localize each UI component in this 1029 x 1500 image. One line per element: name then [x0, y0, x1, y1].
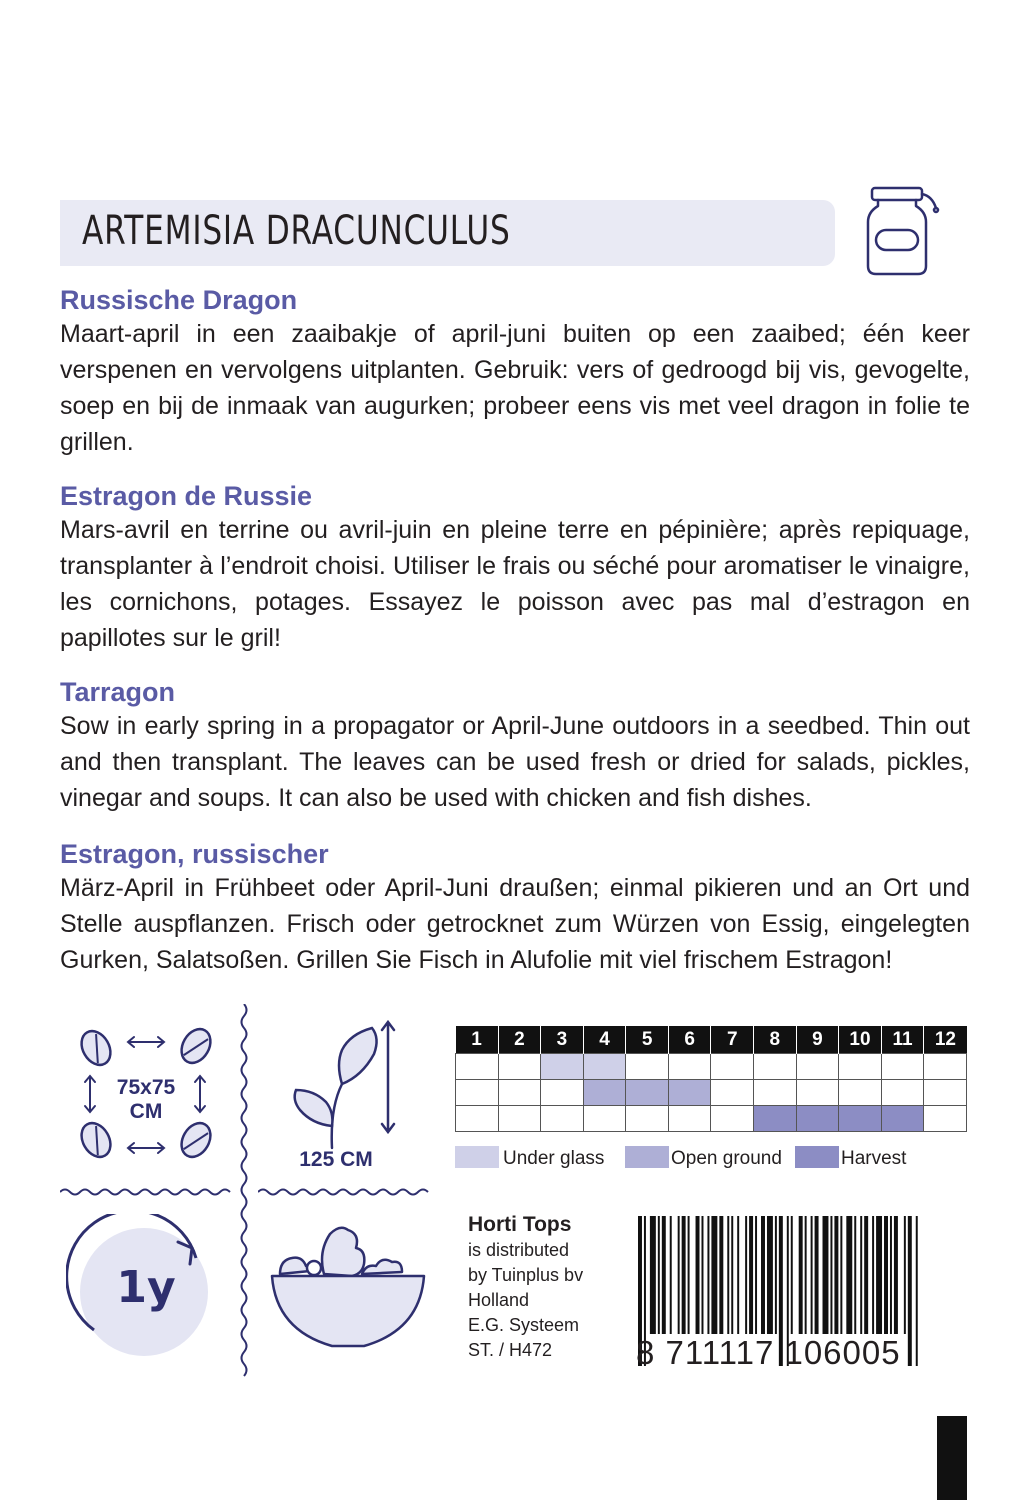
- sowing-calendar: [455, 1026, 967, 1132]
- calendar-cell: [711, 1080, 754, 1106]
- calendar-cell: [626, 1106, 669, 1132]
- section-heading: Estragon, russischer: [60, 839, 329, 869]
- barcode-bar: [719, 1216, 723, 1334]
- wavy-divider-horizontal: [60, 1186, 232, 1198]
- barcode-bar: [830, 1216, 832, 1334]
- barcode-bar: [727, 1216, 729, 1334]
- month-label: 8: [754, 1026, 797, 1054]
- month-label: 4: [583, 1026, 626, 1054]
- spacing-label: [100, 1076, 192, 1124]
- barcode-bar: [854, 1216, 856, 1334]
- barcode-bar: [696, 1216, 700, 1334]
- calendar-cell: [541, 1080, 584, 1106]
- barcode-bar: [707, 1216, 709, 1334]
- calendar-cell: [839, 1080, 882, 1106]
- month-label: 3: [541, 1026, 584, 1054]
- barcode-bar: [799, 1216, 803, 1334]
- barcode-bar: [904, 1216, 906, 1334]
- section-english: [60, 676, 970, 816]
- calendar-cell: [583, 1054, 626, 1080]
- month-label: 12: [924, 1026, 967, 1054]
- section-text: Maart-april in een zaaibakje of april-juni buiten op een zaaibed; één keer verspenen en vervolgens uitplanten. Gebruik: vers of gedroogd bij vis, gevogelte, soep en bij de inmaak van augurken; probeer eens vis met veel dragon in folie te grillen.: [60, 320, 970, 456]
- legend-label-open-ground: Open ground: [671, 1148, 782, 1169]
- wavy-divider-horizontal: [258, 1186, 434, 1198]
- barcode-bar: [662, 1216, 666, 1334]
- barcode-bar: [767, 1216, 773, 1334]
- barcode-bar: [890, 1216, 892, 1334]
- legend-swatch-under-glass: [455, 1146, 499, 1168]
- jar-icon: [858, 184, 944, 278]
- section-heading: Russische Dragon: [60, 285, 298, 315]
- section-text: März-April in Frühbeet oder April-Juni draußen; einmal pikieren und an Ort und Stelle auspflanzen. Frisch oder getrocknet zum Würzen von Essig, eingelegten Gurken, Salatsoßen. Grillen Sie Fisch in Alufolie mit viel frischem Estragon!: [60, 874, 970, 974]
- calendar-cell: [498, 1080, 541, 1106]
- calendar-cell: [668, 1080, 711, 1106]
- barcode-bar: [749, 1216, 753, 1334]
- calendar-cell: [796, 1080, 839, 1106]
- title-band: [60, 200, 835, 266]
- calendar-cell: [456, 1106, 499, 1132]
- calendar-row: [456, 1080, 967, 1106]
- barcode-bar: [884, 1216, 888, 1334]
- calendar-cell: [626, 1080, 669, 1106]
- latin-name-title: ARTEMISIA DRACUNCULUS: [82, 208, 511, 254]
- plant-height-icon: [272, 1018, 422, 1152]
- section-french: [60, 480, 970, 656]
- barcode-digits: 8 711117 106005: [636, 1334, 901, 1371]
- month-label: 11: [881, 1026, 924, 1054]
- month-label: 1: [456, 1026, 499, 1054]
- brand-name: Horti Tops: [468, 1213, 572, 1236]
- calendar-cell: [498, 1106, 541, 1132]
- barcode-bar: [682, 1216, 686, 1334]
- wavy-divider-vertical: [236, 1004, 252, 1382]
- edge-mark: [937, 1416, 967, 1500]
- section-heading: Estragon de Russie: [60, 481, 313, 511]
- calendar-cell: [881, 1080, 924, 1106]
- barcode-bar: [745, 1216, 747, 1334]
- section-text: Sow in early spring in a propagator or April-June outdoors in a seedbed. Thin out and then transplant. The leaves can be used fresh or dried for salads, pickles, vinegar and soups. It can also be used with chicken and fish dishes.: [60, 712, 970, 812]
- distributor-info: [468, 1212, 583, 1363]
- calendar-cell: [839, 1106, 882, 1132]
- calendar-cell: [626, 1054, 669, 1080]
- calendar-cell: [583, 1080, 626, 1106]
- barcode-bar: [805, 1216, 807, 1334]
- calendar-cell: [754, 1106, 797, 1132]
- calendar-cell: [924, 1106, 967, 1132]
- month-label: 7: [711, 1026, 754, 1054]
- distributor-line: is distributed: [468, 1240, 570, 1260]
- calendar-cell: [711, 1106, 754, 1132]
- calendar-cell: [541, 1054, 584, 1080]
- distributor-line: Holland: [468, 1290, 530, 1310]
- calendar-cell: [711, 1054, 754, 1080]
- calendar-cell: [541, 1106, 584, 1132]
- height-label: 125 CM: [299, 1148, 373, 1171]
- barcode-bar: [761, 1216, 765, 1334]
- calendar-cell: [839, 1054, 882, 1080]
- legend-label-under-glass: Under glass: [503, 1148, 605, 1169]
- calendar-cell: [668, 1054, 711, 1080]
- distributor-line: by Tuinplus bv: [468, 1265, 584, 1285]
- barcode-bar: [711, 1216, 717, 1334]
- calendar-cell: [754, 1080, 797, 1106]
- barcode-bar: [775, 1216, 777, 1334]
- barcode-bar: [791, 1216, 793, 1334]
- section-heading: Tarragon: [60, 677, 176, 707]
- barcode-bar: [815, 1216, 819, 1334]
- barcode-bar: [688, 1216, 690, 1334]
- calendar-cell: [498, 1054, 541, 1080]
- legend-swatch-open-ground: [625, 1146, 669, 1168]
- barcode-bar: [860, 1216, 862, 1334]
- calendar-row: [456, 1054, 967, 1080]
- calendar-cell: [924, 1054, 967, 1080]
- barcode-bar: [840, 1216, 842, 1334]
- distributor-line: E.G. Systeem: [468, 1315, 580, 1335]
- calendar-cell: [924, 1080, 967, 1106]
- calendar-legend: [455, 1146, 975, 1172]
- legend-swatch-harvest: [795, 1146, 839, 1168]
- month-label: 10: [839, 1026, 882, 1054]
- barcode-bar: [755, 1216, 757, 1334]
- barcode-bar: [864, 1216, 868, 1334]
- barcode-bar: [650, 1216, 656, 1334]
- section-german: [60, 838, 970, 978]
- barcode-bar: [678, 1216, 680, 1334]
- spacing-unit: CM: [129, 1100, 163, 1123]
- barcode-bar: [876, 1216, 882, 1334]
- month-label: 9: [796, 1026, 839, 1054]
- distributor-line: ST. / H472: [468, 1340, 553, 1360]
- barcode-bar: [811, 1216, 813, 1334]
- barcode-bar: [823, 1216, 829, 1334]
- calendar-cell: [881, 1054, 924, 1080]
- legend-label-harvest: Harvest: [841, 1148, 907, 1169]
- calendar-cell: [456, 1054, 499, 1080]
- barcode-bar: [658, 1216, 660, 1334]
- calendar-table: [455, 1026, 967, 1132]
- barcode-bar: [670, 1216, 672, 1334]
- barcode-bar: [834, 1216, 838, 1334]
- barcode-bar: [731, 1216, 733, 1334]
- barcode-bar: [846, 1216, 852, 1334]
- month-label: 2: [498, 1026, 541, 1054]
- barcode-bar: [872, 1216, 874, 1334]
- month-label: 6: [668, 1026, 711, 1054]
- calendar-cell: [881, 1106, 924, 1132]
- month-header-row: [456, 1026, 967, 1054]
- calendar-cell: [583, 1106, 626, 1132]
- section-text: Mars-avril en terrine ou avril-juin en pleine terre en pépinière; après repiquage, transplanter à l’endroit choisi. Utiliser le frais ou séché pour aromatiser le vinaigre, les cornichons, potages. Essayez le poisson avec pas mal d’estragon en papillotes sur le gril!: [60, 516, 970, 652]
- spacing-value: 75x75: [116, 1076, 176, 1099]
- month-label: 5: [626, 1026, 669, 1054]
- lifespan-label: 1y: [116, 1262, 176, 1313]
- calendar-cell: [456, 1080, 499, 1106]
- barcode-bar: [701, 1216, 703, 1334]
- salad-bowl-icon: [266, 1214, 430, 1362]
- barcode-bar: [737, 1216, 739, 1334]
- calendar-cell: [796, 1054, 839, 1080]
- barcode-bar: [894, 1216, 898, 1334]
- calendar-cell: [796, 1106, 839, 1132]
- calendar-cell: [668, 1106, 711, 1132]
- calendar-row: [456, 1106, 967, 1132]
- calendar-cell: [754, 1054, 797, 1080]
- section-dutch: [60, 284, 970, 460]
